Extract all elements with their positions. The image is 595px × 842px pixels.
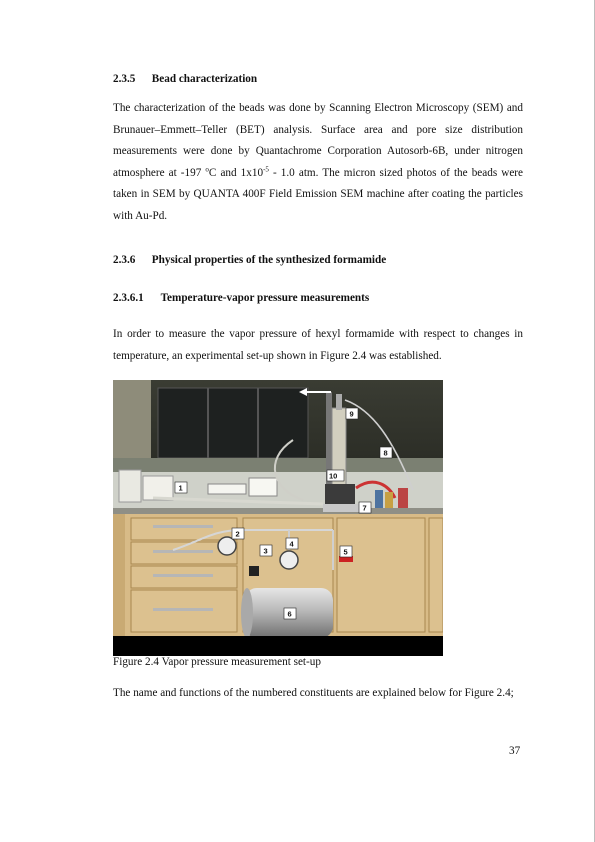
- figure-tag-7: [359, 502, 371, 513]
- svg-text:4: 4: [289, 539, 294, 549]
- section-number: 2.3.5: [113, 73, 136, 85]
- figure-tag-1: [175, 482, 187, 493]
- paragraph-bead-characterization: [113, 98, 523, 228]
- paragraph-text: - 1.0 atm. The micron sized photos of the beads were taken in SEM by QUANTA 400F Field Emission SEM machine after coating the particles with Au-Pd.: [113, 166, 523, 222]
- figure-tag-2: [232, 528, 244, 539]
- figure-tag-3: [260, 545, 272, 556]
- svg-text:7: 7: [362, 503, 367, 513]
- paragraph-text: C and 1x10: [208, 166, 264, 179]
- figure-caption: Figure 2.4 Vapor pressure measurement set-up: [113, 656, 321, 668]
- figure-tag-9: [346, 408, 358, 419]
- section-number: 2.3.6.1: [113, 292, 144, 304]
- svg-text:10: 10: [329, 471, 338, 481]
- section-title: Bead characterization: [151, 73, 258, 85]
- figure-tag-8: [380, 447, 392, 458]
- section-title: Temperature-vapor pressure measurements: [160, 292, 370, 304]
- svg-text:1: 1: [178, 483, 183, 493]
- section-number: 2.3.6: [113, 254, 136, 266]
- figure-tag-4: [286, 538, 298, 549]
- degree-superscript: o: [205, 165, 209, 174]
- figure-tag-10: [327, 470, 344, 481]
- svg-text:6: 6: [287, 609, 292, 619]
- svg-text:5: 5: [343, 547, 348, 557]
- section-title: Physical properties of the synthesized formamide: [151, 254, 387, 266]
- section-heading-2-3-6: [113, 254, 386, 266]
- paragraph-vapor-pressure-intro: In order to measure the vapor pressure of hexyl formamide with respect to changes in temperature, an experimental set-up shown in Figure 2.4 was established.: [113, 328, 523, 362]
- svg-text:3: 3: [263, 546, 268, 556]
- exponent-superscript: -5: [263, 165, 269, 174]
- section-heading-2-3-6-1: [113, 292, 369, 304]
- svg-text:2: 2: [235, 529, 240, 539]
- svg-text:8: 8: [383, 448, 388, 458]
- svg-text:9: 9: [349, 409, 354, 419]
- paragraph-text: The characterization of the beads was done by Scanning Electron Microscopy (SEM) and Brunauer–Emmett–Teller (BET) analysis. Surface area and pore size distribution measurements were done by Quantachrome Corporation Autosorb-6B, under nitrogen atmosphere at -197: [113, 102, 523, 179]
- page-number: 37: [509, 745, 521, 757]
- figure-tag-5: [340, 546, 352, 557]
- figure-vapor-pressure-setup-photo: [113, 380, 443, 656]
- paragraph-constituents-intro: The name and functions of the numbered constituents are explained below for Figure 2.4;: [113, 687, 514, 699]
- figure-tag-6: [284, 608, 296, 619]
- section-heading-2-3-5: [113, 73, 257, 85]
